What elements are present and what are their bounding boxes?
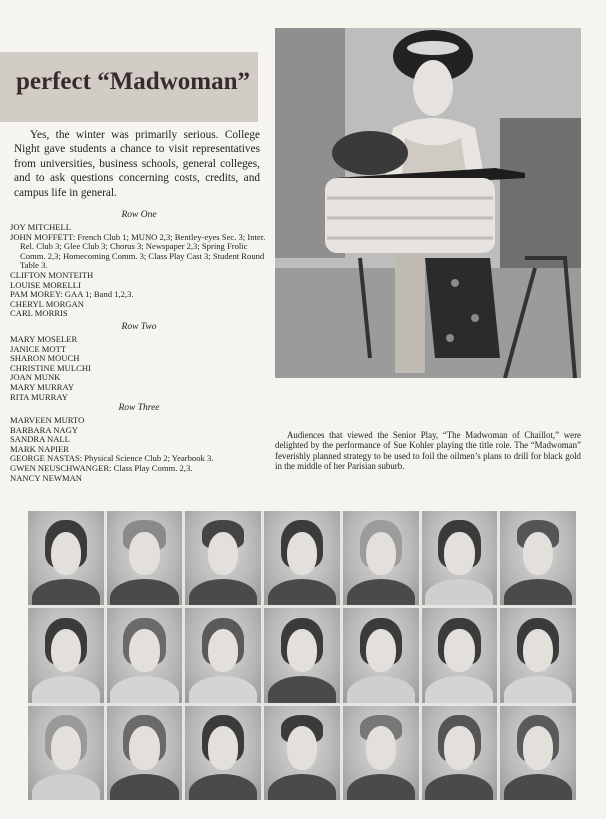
- roster-entry: NANCY NEWMAN: [10, 472, 83, 483]
- portrait-photo: [185, 608, 261, 702]
- roster-entry: MARK NAPIER: [10, 443, 69, 454]
- roster-row-two: [10, 322, 268, 402]
- portrait-photo: [500, 706, 576, 800]
- senior-play-photo: [275, 28, 581, 378]
- intro-paragraph: Yes, the winter was primarily serious. College Night gave students a chance to visit representatives from universities, business schools, general colleges, and to ask questions concerning costs, credits, and campus life in general.: [14, 129, 260, 199]
- madwoman-scene-illustration: [275, 28, 581, 378]
- photo-caption: Audiences that viewed the Senior Play, “The Madwoman of Chaillot,” were delighted by the performance of Sue Kohler playing the title role. The “Madwoman” feverishly planned strategy to be used to foil the oilmen’s plans to drill for black gold in the middle of her Parisian suburb.: [275, 430, 581, 472]
- roster-entry: SHARON MOUCH: [10, 353, 80, 364]
- roster-entry: CLIFTON MONTEITH: [10, 269, 94, 280]
- roster-entry: BARBARA NAGY: [10, 424, 79, 435]
- portrait-photo: [28, 511, 104, 605]
- roster-entry: GEORGE NASTAS: Physical Science Club 2; Yearbook 3.: [10, 453, 214, 464]
- portrait-photo: [343, 511, 419, 605]
- portrait-photo: [343, 608, 419, 702]
- roster-entry: RITA MURRAY: [10, 391, 68, 402]
- roster-entry: JANICE MOTT: [10, 343, 67, 354]
- portrait-photo: [422, 511, 498, 605]
- portrait-photo: [422, 608, 498, 702]
- portrait-photo: [500, 511, 576, 605]
- roster-entry: CARL MORRIS: [10, 308, 68, 319]
- row-heading: Row One: [121, 210, 157, 220]
- portrait-photo: [185, 511, 261, 605]
- portrait-photo: [500, 608, 576, 702]
- roster-row-one: [10, 210, 268, 319]
- portrait-photo: [28, 608, 104, 702]
- roster-entry: CHERYL MORGAN: [10, 298, 84, 309]
- roster-entry: JOAN MUNK: [10, 372, 61, 383]
- portrait-photo: [185, 706, 261, 800]
- roster-entry: GWEN NEUSCHWANGER: Class Play Comm. 2,3.: [10, 462, 193, 473]
- portrait-photo: [264, 608, 340, 702]
- portrait-photo: [343, 706, 419, 800]
- page-title: perfect “Madwoman”: [16, 68, 250, 95]
- row-heading: Row Three: [118, 403, 160, 413]
- portrait-photo: [264, 511, 340, 605]
- portrait-grid: [28, 511, 576, 800]
- portrait-photo: [422, 706, 498, 800]
- portrait-photo: [28, 706, 104, 800]
- roster-entry: MARVEEN MURTO: [10, 415, 85, 425]
- title-banner: [0, 52, 258, 122]
- roster-entry: MARY MURRAY: [10, 381, 75, 392]
- roster-entry: PAM MOREY: GAA 1; Band 1,2,3.: [10, 289, 134, 300]
- roster-entry: LOUISE MORELLI: [10, 279, 81, 290]
- roster-row-three: [10, 403, 268, 483]
- roster-entry: MARY MOSELER: [10, 334, 78, 344]
- row-heading: Row Two: [121, 322, 157, 332]
- roster-entry: JOHN MOFFETT: French Club 1; MUNO 2,3; Bentley-eyes Sec. 3; Inter. Rel. Club 3; Glee Club 3; Chorus 3; Newspaper 2,3; Spring Frolic Comm. 2,3; Homecoming Comm. 3; Class Play Cast 3; Student Round Table 3.: [10, 231, 266, 271]
- roster-entry: CHRISTINE MULCHI: [10, 362, 91, 373]
- portrait-photo: [107, 511, 183, 605]
- portrait-photo: [107, 608, 183, 702]
- portrait-photo: [264, 706, 340, 800]
- portrait-photo: [107, 706, 183, 800]
- roster-entry: SANDRA NALL: [10, 434, 70, 445]
- roster-entry: JOY MITCHELL: [10, 222, 72, 232]
